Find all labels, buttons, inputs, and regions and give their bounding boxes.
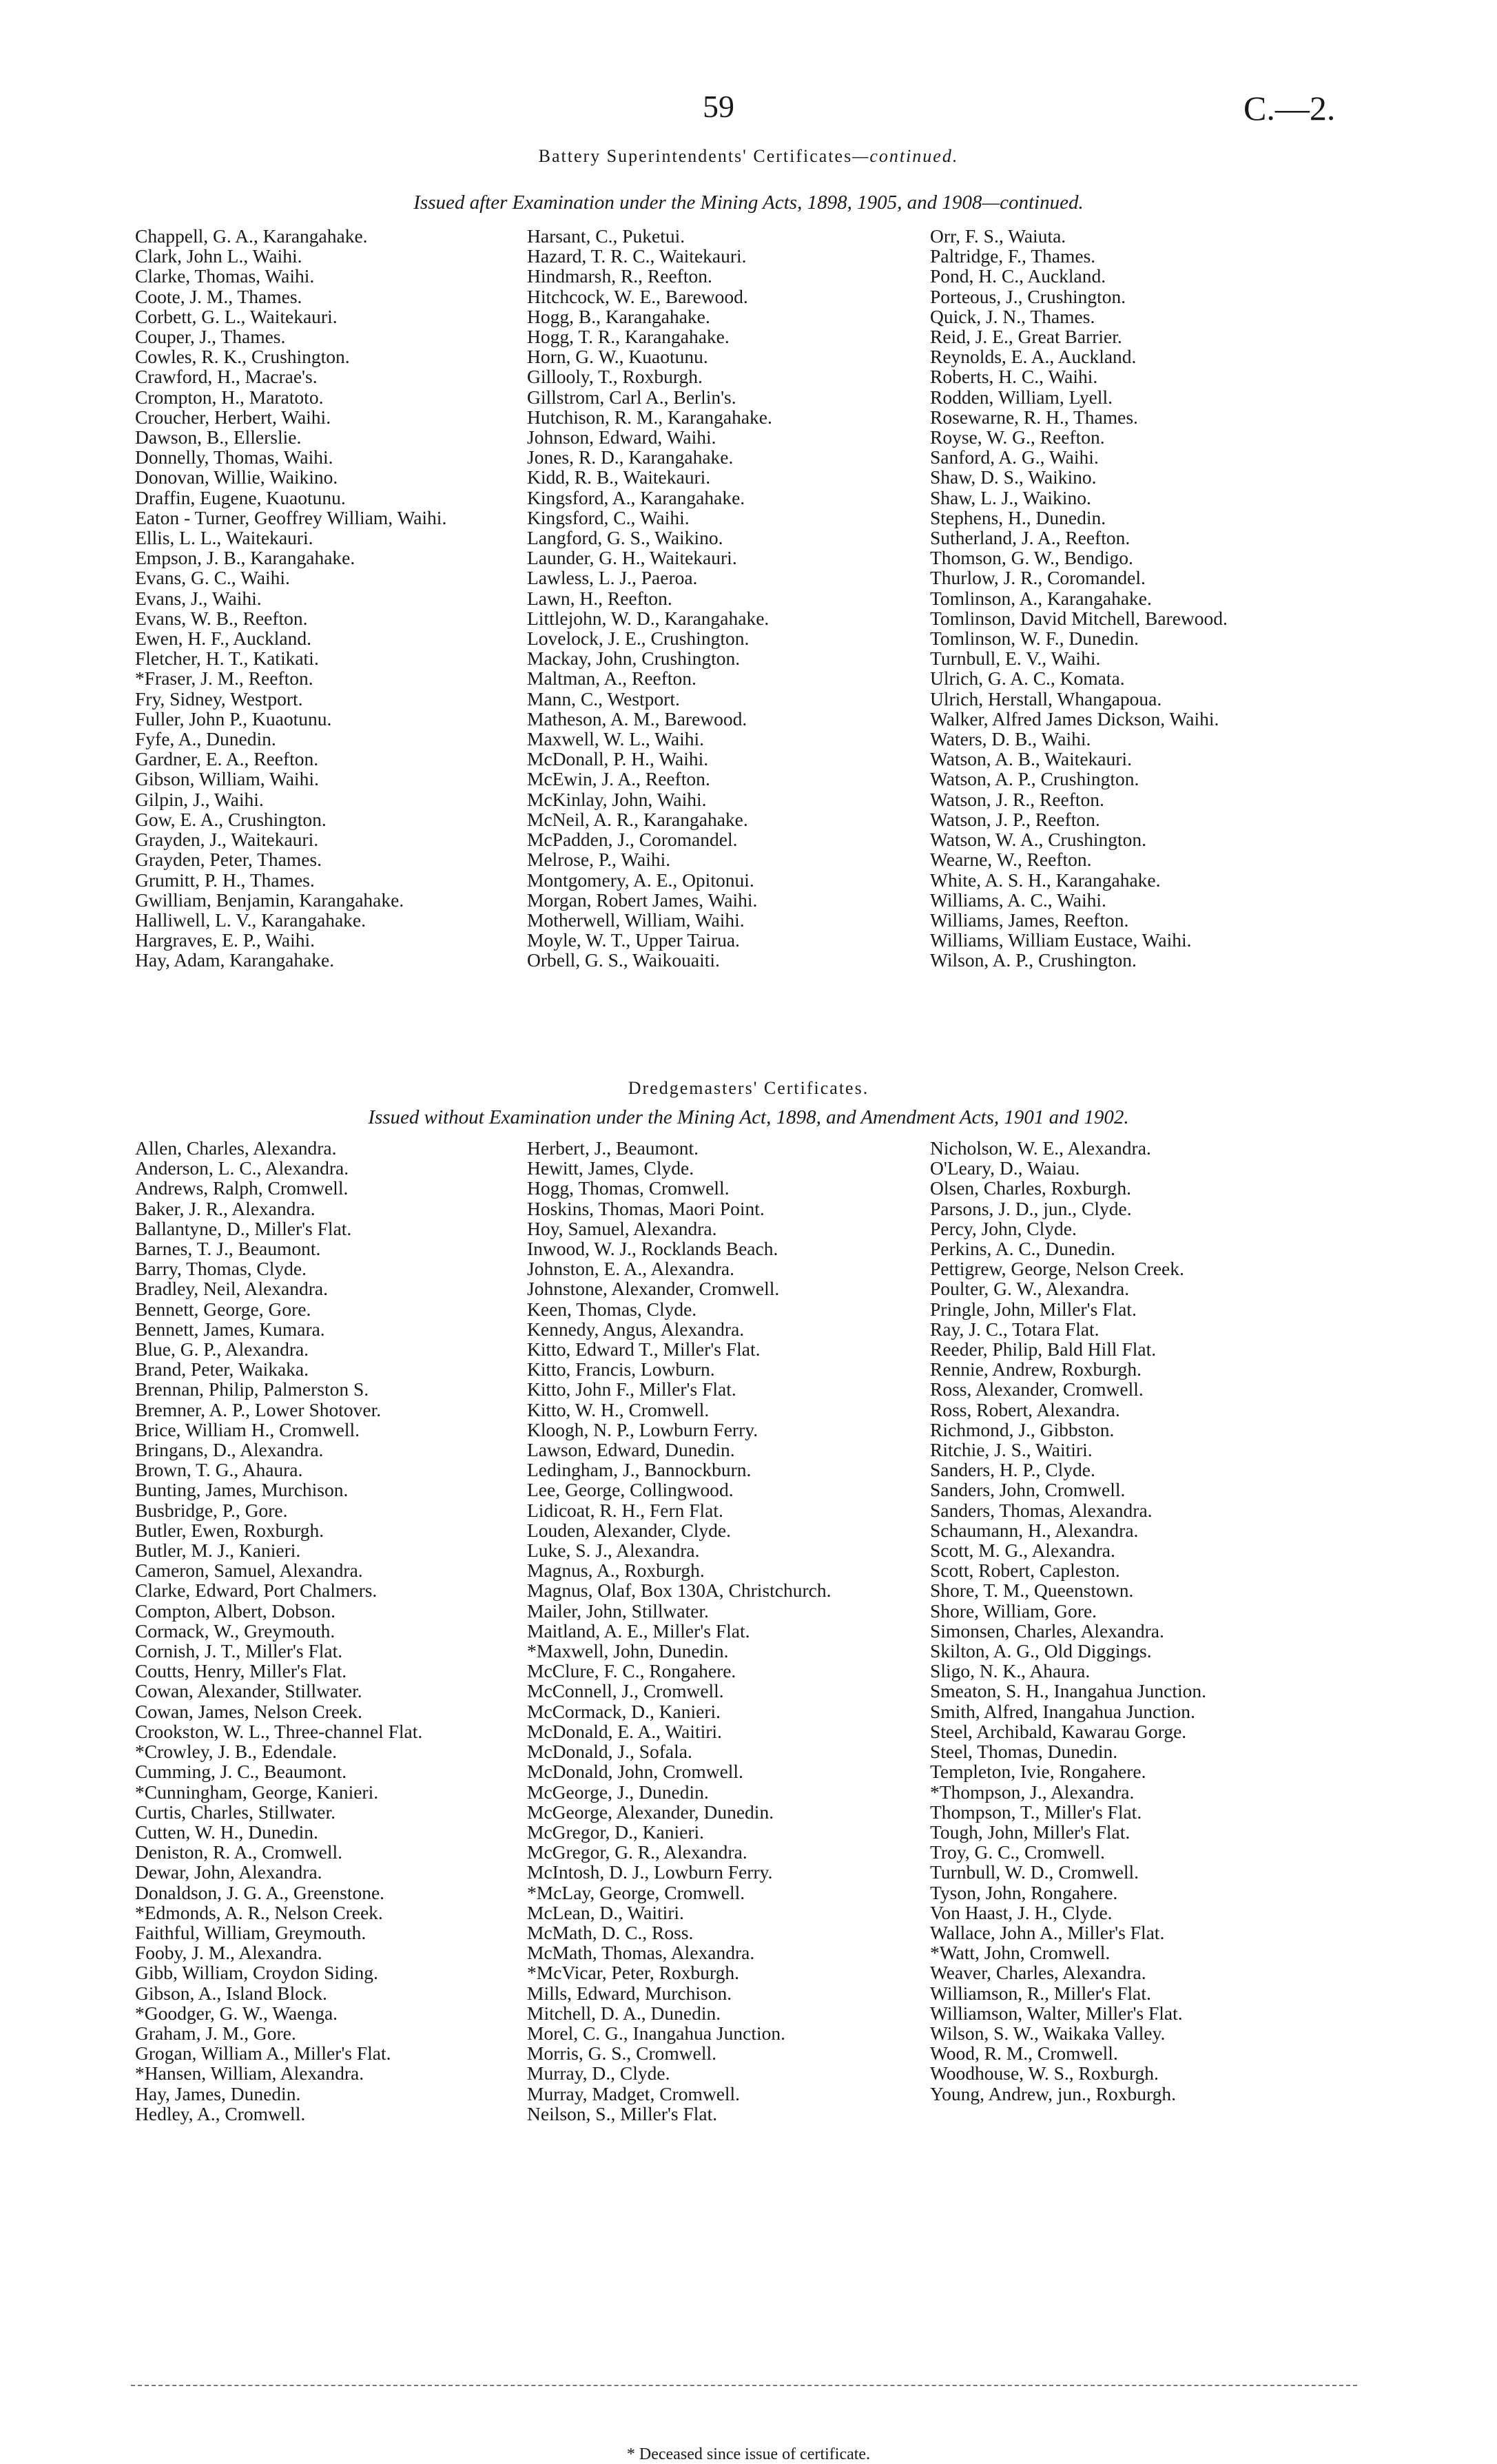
list-item: Blue, G. P., Alexandra. (135, 1338, 309, 1360)
list-item: Watson, J. R., Reefton. (930, 788, 1104, 810)
list-item: Williamson, R., Miller's Flat. (930, 1982, 1151, 2004)
list-item: Horn, G. W., Kuaotunu. (527, 346, 708, 368)
list-item: Tomlinson, W. F., Dunedin. (930, 628, 1139, 650)
footer-rule (131, 2385, 1357, 2386)
list-item: Hogg, B., Karangahake. (527, 305, 710, 327)
list-item: Allen, Charles, Alexandra. (135, 1137, 337, 1159)
list-item: Evans, W. B., Reefton. (135, 607, 308, 629)
list-item: Rennie, Andrew, Roxburgh. (930, 1358, 1142, 1380)
list-item: Ray, J. C., Totara Flat. (930, 1318, 1099, 1340)
list-item: Poulter, G. W., Alexandra. (930, 1278, 1130, 1300)
list-item: Bunting, James, Murchison. (135, 1479, 349, 1501)
list-item: Ellis, L. L., Waitekauri. (135, 527, 313, 549)
list-item: Royse, W. G., Reefton. (930, 426, 1105, 448)
list-item: *Watt, John, Cromwell. (930, 1942, 1111, 1964)
list-item: Tough, John, Miller's Flat. (930, 1821, 1131, 1843)
list-item: Bennett, George, Gore. (135, 1298, 311, 1320)
list-item: Grumitt, P. H., Thames. (135, 869, 315, 891)
list-item: Ross, Robert, Alexandra. (930, 1398, 1120, 1420)
list-item: Fletcher, H. T., Katikati. (135, 648, 319, 670)
list-item: Ulrich, Herstall, Whangapoua. (930, 687, 1162, 710)
list-item: Thompson, T., Miller's Flat. (930, 1801, 1142, 1823)
list-item: Clarke, Thomas, Waihi. (135, 265, 315, 287)
list-item: Rodden, William, Lyell. (930, 386, 1113, 408)
list-item: Hoy, Samuel, Alexandra. (527, 1217, 717, 1239)
list-item: *Crowley, J. B., Edendale. (135, 1741, 338, 1763)
list-item: Empson, J. B., Karangahake. (135, 547, 355, 569)
list-item: Cutten, W. H., Dunedin. (135, 1821, 318, 1843)
battery-heading-title: Battery Superintendents' Certificates (538, 146, 853, 166)
list-item: Launder, G. H., Waitekauri. (527, 547, 737, 569)
list-item: Murray, Madget, Cromwell. (527, 2082, 741, 2104)
list-item: Kidd, R. B., Waitekauri. (527, 466, 711, 488)
list-item: Graham, J. M., Gore. (135, 2022, 296, 2044)
list-item: Hitchcock, W. E., Barewood. (527, 285, 748, 307)
list-item: Bradley, Neil, Alexandra. (135, 1278, 328, 1300)
list-item: McGregor, G. R., Alexandra. (527, 1841, 747, 1863)
list-item: Gardner, E. A., Reefton. (135, 748, 319, 770)
list-item: Lee, George, Collingwood. (527, 1479, 734, 1501)
list-item: *Goodger, G. W., Waenga. (135, 2002, 338, 2024)
list-item: Montgomery, A. E., Opitonui. (527, 869, 754, 891)
list-item: Magnus, Olaf, Box 130A, Christchurch. (527, 1580, 832, 1602)
list-item: McKinlay, John, Waihi. (527, 788, 707, 810)
list-item: Pringle, John, Miller's Flat. (930, 1298, 1137, 1320)
battery-column-2 (527, 226, 913, 971)
list-item: Evans, G. C., Waihi. (135, 567, 290, 589)
list-item: Reeder, Philip, Bald Hill Flat. (930, 1338, 1157, 1360)
list-item: Louden, Alexander, Clyde. (527, 1519, 731, 1541)
list-item: Wilson, A. P., Crushington. (930, 949, 1137, 971)
list-item: Deniston, R. A., Cromwell. (135, 1841, 342, 1863)
list-item: Kitto, John F., Miller's Flat. (527, 1378, 736, 1400)
list-item: Barnes, T. J., Beaumont. (135, 1238, 321, 1260)
list-item: Matheson, A. M., Barewood. (527, 707, 747, 729)
battery-heading (0, 146, 1497, 167)
list-item: Compton, Albert, Dobson. (135, 1599, 336, 1622)
list-item: Porteous, J., Crushington. (930, 285, 1126, 307)
list-item: Lovelock, J. E., Crushington. (527, 628, 750, 650)
list-item: Scott, M. G., Alexandra. (930, 1540, 1115, 1562)
list-item: Bennett, James, Kumara. (135, 1318, 325, 1340)
list-item: Grayden, J., Waitekauri. (135, 829, 319, 851)
list-item: Kitto, Francis, Lowburn. (527, 1358, 715, 1380)
list-item: Watson, A. P., Crushington. (930, 768, 1139, 790)
list-item: Rosewarne, R. H., Thames. (930, 406, 1138, 428)
list-item: Woodhouse, W. S., Roxburgh. (930, 2062, 1159, 2084)
list-item: Ledingham, J., Bannockburn. (527, 1459, 752, 1481)
list-item: *McVicar, Peter, Roxburgh. (527, 1962, 740, 1984)
list-item: Perkins, A. C., Dunedin. (930, 1238, 1115, 1260)
list-item: Inwood, W. J., Rocklands Beach. (527, 1238, 778, 1260)
list-item: Hay, James, Dunedin. (135, 2082, 301, 2104)
list-item: Steel, Archibald, Kawarau Gorge. (930, 1720, 1187, 1742)
footnote: * Deceased since issue of certificate. (626, 2445, 871, 2463)
list-item: McGregor, D., Kanieri. (527, 1821, 705, 1843)
list-item: Coote, J. M., Thames. (135, 285, 302, 307)
list-item: Wearne, W., Reefton. (930, 849, 1092, 871)
list-item: Andrews, Ralph, Cromwell. (135, 1177, 349, 1199)
list-item: Butler, M. J., Kanieri. (135, 1540, 301, 1562)
list-item: Coutts, Henry, Miller's Flat. (135, 1660, 347, 1682)
list-item: Lawson, Edward, Dunedin. (527, 1439, 735, 1461)
list-item: O'Leary, D., Waiau. (930, 1157, 1080, 1179)
list-item: Mann, C., Westport. (527, 687, 680, 710)
list-item: Shore, T. M., Queenstown. (930, 1580, 1134, 1602)
list-item: *McLay, George, Cromwell. (527, 1881, 745, 1903)
list-item: Fyfe, A., Dunedin. (135, 728, 276, 750)
list-item: Thomson, G. W., Bendigo. (930, 547, 1133, 569)
list-item: Clarke, Edward, Port Chalmers. (135, 1580, 378, 1602)
list-item: Lawn, H., Reefton. (527, 587, 672, 609)
dredge-column-1 (135, 1138, 521, 2124)
list-item: Reynolds, E. A., Auckland. (930, 346, 1137, 368)
list-item: Smeaton, S. H., Inangahua Junction. (930, 1680, 1206, 1702)
list-item: Troy, G. C., Cromwell. (930, 1841, 1105, 1863)
list-item: McGeorge, Alexander, Dunedin. (527, 1801, 774, 1823)
list-item: Kitto, Edward T., Miller's Flat. (527, 1338, 761, 1360)
list-item: Gibson, William, Waihi. (135, 768, 319, 790)
list-item: Fooby, J. M., Alexandra. (135, 1942, 322, 1964)
list-item: Ewen, H. F., Auckland. (135, 628, 311, 650)
list-item: Hewitt, James, Clyde. (527, 1157, 694, 1179)
list-item: Croucher, Herbert, Waihi. (135, 406, 331, 428)
list-item: Cumming, J. C., Beaumont. (135, 1761, 347, 1783)
list-item: Pond, H. C., Auckland. (930, 265, 1106, 287)
list-item: Crookston, W. L., Three-channel Flat. (135, 1720, 423, 1742)
list-item: Percy, John, Clyde. (930, 1217, 1077, 1239)
list-item: Olsen, Charles, Roxburgh. (930, 1177, 1132, 1199)
list-item: Young, Andrew, jun., Roxburgh. (930, 2082, 1177, 2104)
list-item: Weaver, Charles, Alexandra. (930, 1962, 1146, 1984)
list-item: Ritchie, J. S., Waitiri. (930, 1439, 1093, 1461)
list-item: Watson, W. A., Crushington. (930, 829, 1147, 851)
list-item: Keen, Thomas, Clyde. (527, 1298, 697, 1320)
list-item: Cowles, R. K., Crushington. (135, 346, 350, 368)
dredge-subheading: Issued without Examination under the Mining Act, 1898, and Amendment Acts, 1901 and 1902. (368, 1106, 1129, 1128)
list-item: Maltman, A., Reefton. (527, 667, 696, 690)
list-item: Fry, Sidney, Westport. (135, 687, 303, 710)
list-item: Moyle, W. T., Upper Tairua. (527, 929, 740, 951)
list-item: Skilton, A. G., Old Diggings. (930, 1640, 1152, 1662)
list-item: Corbett, G. L., Waitekauri. (135, 305, 338, 327)
list-item: Hay, Adam, Karangahake. (135, 949, 335, 971)
list-item: McClure, F. C., Rongahere. (527, 1660, 736, 1682)
battery-column-1 (135, 226, 517, 971)
list-item: Lawless, L. J., Paeroa. (527, 567, 698, 589)
list-item: *Edmonds, A. R., Nelson Creek. (135, 1901, 383, 1923)
list-item: Wallace, John A., Miller's Flat. (930, 1921, 1165, 1943)
list-item: Harsant, C., Puketui. (527, 225, 685, 247)
list-item: Williamson, Walter, Miller's Flat. (930, 2002, 1183, 2024)
list-item: Brown, T. G., Ahaura. (135, 1459, 303, 1481)
list-item: Scott, Robert, Capleston. (930, 1560, 1120, 1582)
list-item: Kitto, W. H., Cromwell. (527, 1398, 710, 1420)
list-item: Sanders, H. P., Clyde. (930, 1459, 1095, 1481)
list-item: *Cunningham, George, Kanieri. (135, 1781, 379, 1803)
list-item: McMath, D. C., Ross. (527, 1921, 694, 1943)
list-item: Shaw, L. J., Waikino. (930, 486, 1091, 508)
list-item: Murray, D., Clyde. (527, 2062, 670, 2084)
list-item: Evans, J., Waihi. (135, 587, 262, 609)
list-item: Johnstone, Alexander, Cromwell. (527, 1278, 780, 1300)
list-item: Gwilliam, Benjamin, Karangahake. (135, 889, 404, 911)
list-item: Brennan, Philip, Palmerston S. (135, 1378, 369, 1400)
list-item: Hazard, T. R. C., Waitekauri. (527, 245, 747, 267)
list-item: Grogan, William A., Miller's Flat. (135, 2042, 391, 2064)
list-item: Fuller, John P., Kuaotunu. (135, 707, 332, 729)
list-item: Tomlinson, David Mitchell, Barewood. (930, 607, 1228, 629)
list-item: *Fraser, J. M., Reefton. (135, 667, 313, 690)
list-item: Thurlow, J. R., Coromandel. (930, 567, 1146, 589)
list-item: White, A. S. H., Karangahake. (930, 869, 1161, 891)
list-item: *Hansen, William, Alexandra. (135, 2062, 364, 2084)
dredge-column-2 (527, 1138, 940, 2124)
list-item: Gilpin, J., Waihi. (135, 788, 264, 810)
list-item: Tomlinson, A., Karangahake. (930, 587, 1152, 609)
list-item: Jones, R. D., Karangahake. (527, 446, 734, 468)
list-item: McConnell, J., Cromwell. (527, 1680, 724, 1702)
list-item: Hindmarsh, R., Reefton. (527, 265, 712, 287)
list-item: Templeton, Ivie, Rongahere. (930, 1761, 1146, 1783)
list-item: Nicholson, W. E., Alexandra. (930, 1137, 1151, 1159)
list-item: Schaumann, H., Alexandra. (930, 1519, 1139, 1541)
list-item: Watson, A. B., Waitekauri. (930, 748, 1132, 770)
list-item: Dewar, John, Alexandra. (135, 1861, 322, 1883)
list-item: Grayden, Peter, Thames. (135, 849, 322, 871)
list-item: Langford, G. S., Waikino. (527, 527, 723, 549)
list-item: Shaw, D. S., Waikino. (930, 466, 1097, 488)
list-item: *Thompson, J., Alexandra. (930, 1781, 1135, 1803)
list-item: Richmond, J., Gibbston. (930, 1418, 1115, 1440)
list-item: Hoskins, Thomas, Maori Point. (527, 1197, 765, 1219)
list-item: Walker, Alfred James Dickson, Waihi. (930, 707, 1219, 729)
list-item: Melrose, P., Waihi. (527, 849, 671, 871)
list-item: Hogg, Thomas, Cromwell. (527, 1177, 730, 1199)
list-item: Quick, J. N., Thames. (930, 305, 1095, 327)
list-item: Sanford, A. G., Waihi. (930, 446, 1099, 468)
list-item: Donnelly, Thomas, Waihi. (135, 446, 333, 468)
list-item: *Maxwell, John, Dunedin. (527, 1640, 729, 1662)
list-item: Cormack, W., Greymouth. (135, 1619, 335, 1642)
list-item: Cowan, James, Nelson Creek. (135, 1700, 362, 1722)
list-item: Cameron, Samuel, Alexandra. (135, 1560, 363, 1582)
list-item: McDonall, P. H., Waihi. (527, 748, 709, 770)
list-item: Luke, S. J., Alexandra. (527, 1540, 700, 1562)
list-item: Hutchison, R. M., Karangahake. (527, 406, 772, 428)
dredge-column-3 (930, 1138, 1357, 2104)
list-item: Pettigrew, George, Nelson Creek. (930, 1258, 1184, 1280)
list-item: Orr, F. S., Waiuta. (930, 225, 1066, 247)
list-item: Brand, Peter, Waikaka. (135, 1358, 309, 1380)
list-item: Neilson, S., Miller's Flat. (527, 2102, 718, 2124)
list-item: Baker, J. R., Alexandra. (135, 1197, 316, 1219)
list-item: Johnston, E. A., Alexandra. (527, 1258, 734, 1280)
list-item: Williams, A. C., Waihi. (930, 889, 1106, 911)
list-item: Crompton, H., Maratoto. (135, 386, 324, 408)
list-item: Sligo, N. K., Ahaura. (930, 1660, 1091, 1682)
list-item: McMath, Thomas, Alexandra. (527, 1942, 755, 1964)
document-code: C.—2. (1243, 89, 1336, 127)
list-item: Couper, J., Thames. (135, 326, 286, 348)
list-item: Chappell, G. A., Karangahake. (135, 225, 368, 247)
list-item: Hargraves, E. P., Waihi. (135, 929, 316, 951)
list-item: Mailer, John, Stillwater. (527, 1599, 709, 1622)
list-item: Sanders, Thomas, Alexandra. (930, 1499, 1153, 1521)
list-item: Waters, D. B., Waihi. (930, 728, 1091, 750)
list-item: Morris, G. S., Cromwell. (527, 2042, 716, 2064)
list-item: McEwin, J. A., Reefton. (527, 768, 710, 790)
list-item: Ulrich, G. A. C., Komata. (930, 667, 1125, 690)
list-item: Morel, C. G., Inangahua Junction. (527, 2022, 785, 2044)
list-item: Busbridge, P., Gore. (135, 1499, 288, 1521)
list-item: Brice, William H., Cromwell. (135, 1418, 360, 1440)
list-item: Mills, Edward, Murchison. (527, 1982, 732, 2004)
battery-heading-continued: —continued. (852, 146, 959, 166)
list-item: Bringans, D., Alexandra. (135, 1439, 324, 1461)
list-item: McNeil, A. R., Karangahake. (527, 808, 748, 830)
list-item: Hedley, A., Cromwell. (135, 2102, 306, 2124)
list-item: McGeorge, J., Dunedin. (527, 1781, 709, 1803)
list-item: Eaton - Turner, Geoffrey William, Waihi. (135, 506, 447, 528)
list-item: Shore, William, Gore. (930, 1599, 1097, 1622)
list-item: Kingsford, A., Karangahake. (527, 486, 745, 508)
list-item: Herbert, J., Beaumont. (527, 1137, 699, 1159)
list-item: Watson, J. P., Reefton. (930, 808, 1100, 830)
list-item: Ballantyne, D., Miller's Flat. (135, 1217, 352, 1239)
list-item: Littlejohn, W. D., Karangahake. (527, 607, 770, 629)
battery-subheading: Issued after Examination under the Mining Acts, 1898, 1905, and 1908—continued. (413, 191, 1084, 214)
list-item: Parsons, J. D., jun., Clyde. (930, 1197, 1132, 1219)
list-item: McIntosh, D. J., Lowburn Ferry. (527, 1861, 773, 1883)
list-item: Halliwell, L. V., Karangahake. (135, 909, 366, 931)
list-item: Gillstrom, Carl A., Berlin's. (527, 386, 736, 408)
list-item: Draffin, Eugene, Kuaotunu. (135, 486, 346, 508)
list-item: Curtis, Charles, Stillwater. (135, 1801, 336, 1823)
list-item: Hogg, T. R., Karangahake. (527, 326, 730, 348)
list-item: Paltridge, F., Thames. (930, 245, 1096, 267)
list-item: Reid, J. E., Great Barrier. (930, 326, 1122, 348)
list-item: Smith, Alfred, Inangahua Junction. (930, 1700, 1195, 1722)
list-item: Steel, Thomas, Dunedin. (930, 1741, 1118, 1763)
list-item: McDonald, E. A., Waitiri. (527, 1720, 722, 1742)
list-item: Maitland, A. E., Miller's Flat. (527, 1619, 750, 1642)
list-item: Roberts, H. C., Waihi. (930, 366, 1098, 388)
list-item: Turnbull, E. V., Waihi. (930, 648, 1101, 670)
page-number: 59 (703, 89, 734, 124)
list-item: Crawford, H., Macrae's. (135, 366, 318, 388)
list-item: Clark, John L., Waihi. (135, 245, 302, 267)
list-item: Donovan, Willie, Waikino. (135, 466, 338, 488)
list-item: Morgan, Robert James, Waihi. (527, 889, 758, 911)
list-item: Faithful, William, Greymouth. (135, 1921, 366, 1943)
list-item: Sutherland, J. A., Reefton. (930, 527, 1131, 549)
list-item: Mitchell, D. A., Dunedin. (527, 2002, 721, 2024)
list-item: McDonald, John, Cromwell. (527, 1761, 743, 1783)
list-item: Gibson, A., Island Block. (135, 1982, 327, 2004)
list-item: Wood, R. M., Cromwell. (930, 2042, 1118, 2064)
list-item: Kloogh, N. P., Lowburn Ferry. (527, 1418, 758, 1440)
list-item: Simonsen, Charles, Alexandra. (930, 1619, 1164, 1642)
list-item: Williams, James, Reefton. (930, 909, 1129, 931)
list-item: Anderson, L. C., Alexandra. (135, 1157, 349, 1179)
list-item: Gillooly, T., Roxburgh. (527, 366, 703, 388)
list-item: Ross, Alexander, Cromwell. (930, 1378, 1144, 1400)
list-item: Stephens, H., Dunedin. (930, 506, 1106, 528)
list-item: McDonald, J., Sofala. (527, 1741, 692, 1763)
list-item: McCormack, D., Kanieri. (527, 1700, 721, 1722)
list-item: Tyson, John, Rongahere. (930, 1881, 1118, 1903)
list-item: Kennedy, Angus, Alexandra. (527, 1318, 745, 1340)
list-item: Cornish, J. T., Miller's Flat. (135, 1640, 343, 1662)
list-item: Dawson, B., Ellerslie. (135, 426, 302, 448)
list-item: Donaldson, J. G. A., Greenstone. (135, 1881, 385, 1903)
list-item: Williams, William Eustace, Waihi. (930, 929, 1192, 951)
list-item: Bremner, A. P., Lower Shotover. (135, 1398, 382, 1420)
list-item: Maxwell, W. L., Waihi. (527, 728, 704, 750)
battery-column-3 (930, 226, 1357, 971)
list-item: McLean, D., Waitiri. (527, 1901, 684, 1923)
list-item: Butler, Ewen, Roxburgh. (135, 1519, 324, 1541)
list-item: Cowan, Alexander, Stillwater. (135, 1680, 362, 1702)
list-item: Motherwell, William, Waihi. (527, 909, 745, 931)
list-item: Wilson, S. W., Waikaka Valley. (930, 2022, 1166, 2044)
list-item: Kingsford, C., Waihi. (527, 506, 690, 528)
list-item: Magnus, A., Roxburgh. (527, 1560, 705, 1582)
list-item: McPadden, J., Coromandel. (527, 829, 738, 851)
dredge-heading: Dredgemasters' Certificates. (628, 1078, 869, 1098)
list-item: Gow, E. A., Crushington. (135, 808, 327, 830)
list-item: Lidicoat, R. H., Fern Flat. (527, 1499, 723, 1521)
list-item: Orbell, G. S., Waikouaiti. (527, 949, 720, 971)
list-item: Gibb, William, Croydon Siding. (135, 1962, 378, 1984)
list-item: Barry, Thomas, Clyde. (135, 1258, 307, 1280)
list-item: Von Haast, J. H., Clyde. (930, 1901, 1113, 1923)
list-item: Sanders, John, Cromwell. (930, 1479, 1126, 1501)
list-item: Johnson, Edward, Waihi. (527, 426, 716, 448)
list-item: Turnbull, W. D., Cromwell. (930, 1861, 1139, 1883)
list-item: Mackay, John, Crushington. (527, 648, 741, 670)
